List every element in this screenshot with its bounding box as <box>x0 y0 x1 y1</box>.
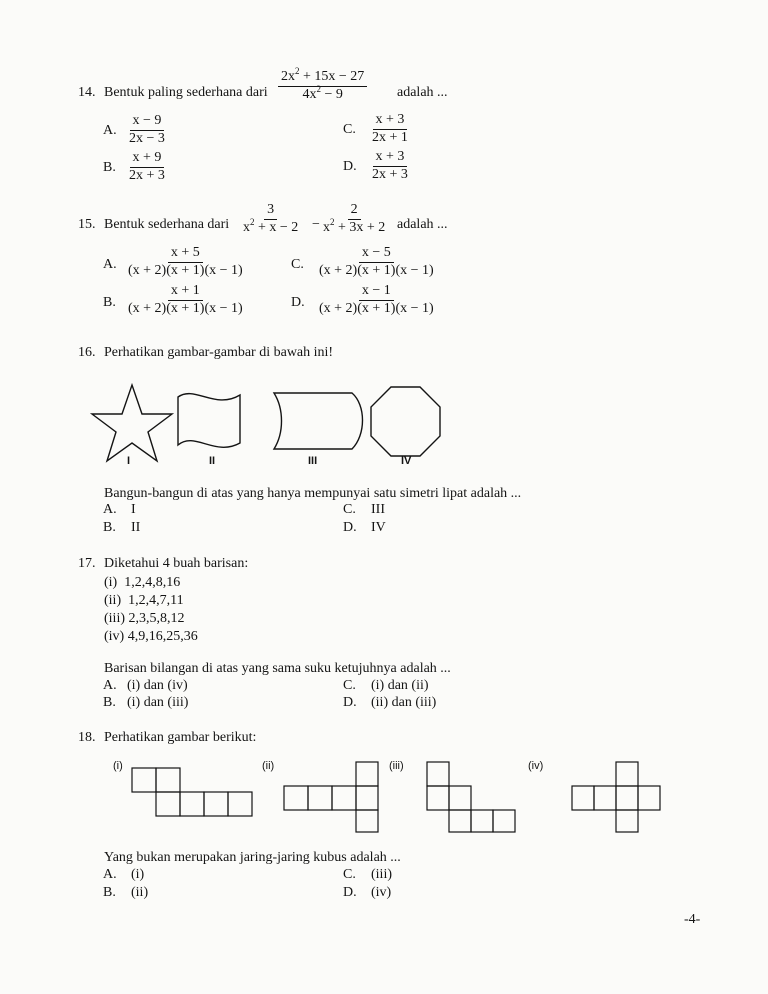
q16-number: 16. <box>78 345 96 360</box>
q15-option-a-den: (x + 2)(x + 1)(x − 1) <box>128 262 243 278</box>
q16-option-b-label[interactable]: B. <box>103 520 116 535</box>
q15-fraction-1-num: 3 <box>264 203 277 220</box>
q18-text: Perhatikan gambar berikut: <box>104 730 257 745</box>
q15-option-b-label[interactable]: B. <box>103 295 116 310</box>
sequence-iv: (iv) 4,9,16,25,36 <box>104 629 198 644</box>
net-iv <box>572 762 660 832</box>
q14-option-d-num: x + 3 <box>373 150 408 167</box>
q15-option-d-num: x − 1 <box>359 284 394 301</box>
q16-figures <box>90 385 450 465</box>
q16-option-a-label[interactable]: A. <box>103 502 117 517</box>
net-label-i: (i) <box>113 760 123 772</box>
q14-option-c-label[interactable]: C. <box>343 122 356 137</box>
q15-option-c[interactable] <box>316 246 437 278</box>
q17-text: Diketahui 4 buah barisan: <box>104 556 249 571</box>
q15-option-c-label[interactable]: C. <box>291 257 304 272</box>
star-shape <box>92 385 172 461</box>
octagon-shape <box>371 387 440 456</box>
q16-option-d[interactable]: IV <box>371 520 386 535</box>
q18-option-b[interactable]: (ii) <box>131 885 149 900</box>
q15-option-b-den: (x + 2)(x + 1)(x − 1) <box>128 300 243 316</box>
q15-option-d-den: (x + 2)(x + 1)(x − 1) <box>319 300 434 316</box>
q17-option-a[interactable]: (i) dan (iv) <box>127 678 188 693</box>
q18-option-d-label[interactable]: D. <box>343 885 357 900</box>
q16-option-c-label[interactable]: C. <box>343 502 356 517</box>
net-label-ii: (ii) <box>262 760 275 772</box>
q16-option-b[interactable]: II <box>131 520 141 535</box>
q15-fraction-2-den: $x^2 + 3x + 2$ <box>323 216 386 235</box>
q18-option-a[interactable]: (i) <box>131 867 145 882</box>
q14-option-b-den: 2x + 3 <box>129 167 165 183</box>
q14-expr-numerator: $2x^2 + 15x - 27$ <box>278 70 367 87</box>
q15-fraction-1-den: $x^2 + x - 2$ <box>243 216 299 235</box>
sequence-ii: (ii) 1,2,4,7,11 <box>104 593 184 608</box>
net-label-iv: (iv) <box>528 760 544 772</box>
q16-text: Perhatikan gambar-gambar di bawah ini! <box>104 345 334 360</box>
q14-option-c[interactable] <box>369 113 411 145</box>
q15-fraction-2 <box>320 203 388 235</box>
curved-rectangle-shape <box>274 393 363 449</box>
q15-fraction-1 <box>240 203 301 235</box>
cube-nets <box>120 758 680 848</box>
q14-option-a-label[interactable]: A. <box>103 123 117 138</box>
q14-option-d-den: 2x + 3 <box>372 166 408 182</box>
figure-label-i: I <box>127 455 131 467</box>
q16-question: Bangun-bangun di atas yang hanya mempunyai satu simetri lipat adalah ... <box>104 486 522 501</box>
q15-option-d-label[interactable]: D. <box>291 295 305 310</box>
q18-option-c-label[interactable]: C. <box>343 867 356 882</box>
q15-option-c-num: x − 5 <box>359 246 394 263</box>
q15-option-b[interactable] <box>125 284 246 316</box>
q14-option-b-num: x + 9 <box>130 151 165 168</box>
page-number: -4- <box>684 912 701 927</box>
q17-option-a-label[interactable]: A. <box>103 678 117 693</box>
q16-option-a[interactable]: I <box>131 502 136 517</box>
q15-option-a-label[interactable]: A. <box>103 257 117 272</box>
q15-option-c-den: (x + 2)(x + 1)(x − 1) <box>319 262 434 278</box>
q14-option-c-den: 2x + 1 <box>372 129 408 145</box>
q17-option-d-label[interactable]: D. <box>343 695 357 710</box>
q15-text: Bentuk sederhana dari <box>104 217 230 232</box>
q14-option-d-label[interactable]: D. <box>343 159 357 174</box>
net-label-iii: (iii) <box>389 760 404 772</box>
q15-suffix: adalah ... <box>397 217 448 232</box>
figure-label-ii: II <box>209 455 216 467</box>
q14-expr-denominator: $4x^2 - 9$ <box>302 83 343 102</box>
net-i <box>132 768 252 816</box>
q14-option-a-num: x − 9 <box>130 114 165 131</box>
figure-label-iv: IV <box>401 455 412 467</box>
q14-option-b-label[interactable]: B. <box>103 160 116 175</box>
q15-option-a-num: x + 5 <box>168 246 203 263</box>
wavy-flag-shape <box>178 394 240 448</box>
q17-option-b-label[interactable]: B. <box>103 695 116 710</box>
q15-minus: − <box>312 217 320 232</box>
sequence-i: (i) 1,2,4,8,16 <box>104 575 181 590</box>
q14-option-b[interactable] <box>126 151 168 183</box>
q18-option-c[interactable]: (iii) <box>371 867 392 882</box>
q15-option-b-num: x + 1 <box>168 284 203 301</box>
q15-option-d[interactable] <box>316 284 437 316</box>
q18-number: 18. <box>78 730 96 745</box>
q14-expression <box>278 66 367 102</box>
q14-text: Bentuk paling sederhana dari <box>104 85 268 100</box>
q14-suffix: adalah ... <box>397 85 448 100</box>
q14-number: 14. <box>78 85 96 100</box>
q17-option-c[interactable]: (i) dan (ii) <box>371 678 429 693</box>
q14-option-a-den: 2x − 3 <box>129 130 165 146</box>
q18-option-b-label[interactable]: B. <box>103 885 116 900</box>
net-iii <box>427 762 515 832</box>
q15-fraction-2-num: 2 <box>348 203 361 220</box>
q14-option-a[interactable] <box>126 114 168 146</box>
q15-number: 15. <box>78 217 96 232</box>
q18-question: Yang bukan merupakan jaring-jaring kubus adalah ... <box>104 850 401 865</box>
q15-option-a[interactable] <box>125 246 246 278</box>
q14-option-c-num: x + 3 <box>373 113 408 130</box>
q18-option-d[interactable]: (iv) <box>371 885 392 900</box>
q16-option-d-label[interactable]: D. <box>343 520 357 535</box>
net-ii <box>284 762 378 832</box>
q18-option-a-label[interactable]: A. <box>103 867 117 882</box>
sequence-iii: (iii) 2,3,5,8,12 <box>104 611 185 626</box>
q17-option-d[interactable]: (ii) dan (iii) <box>371 695 437 710</box>
q17-option-c-label[interactable]: C. <box>343 678 356 693</box>
figure-label-iii: III <box>308 455 318 467</box>
q14-option-d[interactable] <box>369 150 411 182</box>
q17-option-b[interactable]: (i) dan (iii) <box>127 695 189 710</box>
q17-question: Barisan bilangan di atas yang sama suku ketujuhnya adalah ... <box>104 661 451 676</box>
q17-number: 17. <box>78 556 96 571</box>
q16-option-c[interactable]: III <box>371 502 385 517</box>
